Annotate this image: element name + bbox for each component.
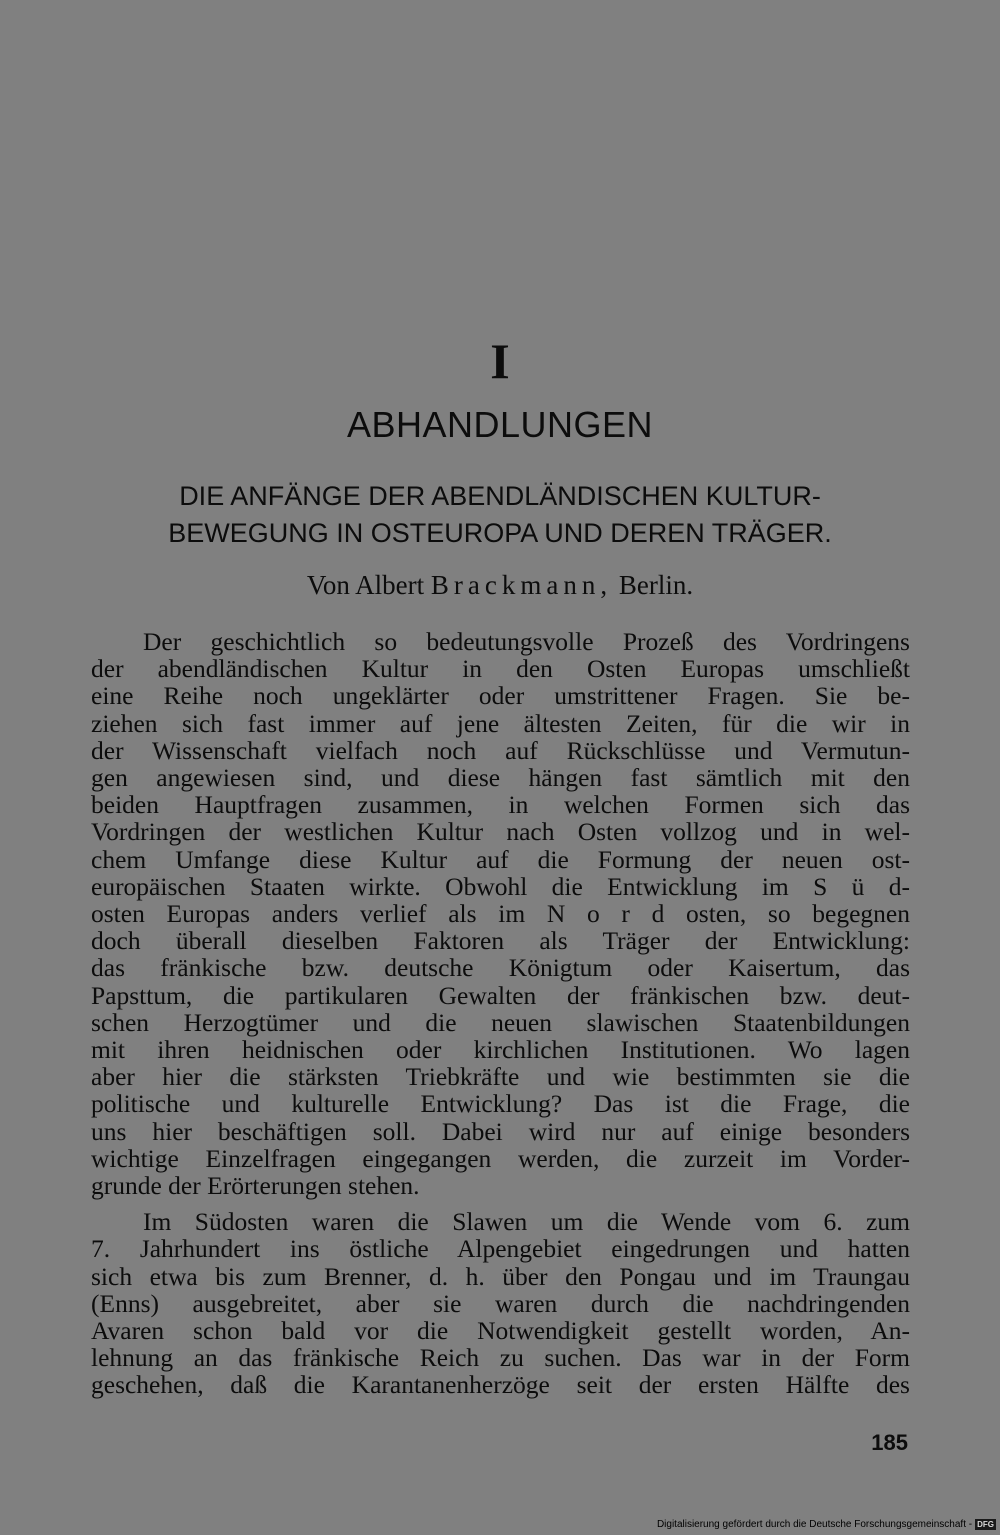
text-line: Der geschichtlich so bedeutungsvolle Prozeß des Vordringens [143,627,910,656]
article-title [100,478,900,552]
text-line: wichtige Einzelfragen eingegangen werden, die zurzeit im Vorder- [91,1143,910,1173]
text-line: sich etwa bis zum Brenner, d. h. über den Pongau und im Traungau [91,1261,910,1291]
text-line: der abendländischen Kultur in den Osten Europas umschließt [91,654,910,684]
text-line: chem Umfange diese Kultur auf die Formung der neuen ost- [91,844,910,874]
text-line: doch überall dieselben Faktoren als Träger der Entwicklung: [91,926,910,956]
text-line: Vordringen der westlichen Kultur nach Osten vollzog und in wel- [91,817,910,847]
section-title: ABHANDLUNGEN [346,404,654,445]
text-line: Im Südosten waren die Slawen um die Wende vom 6. zum [143,1207,910,1237]
text-line: Papsttum, die partikularen Gewalten der fränkischen bzw. deut- [91,980,910,1010]
text-line: lehnung an das fränkische Reich zu suchen. Das war in der Form [91,1343,910,1373]
text-line: grunde der Erörterungen stehen. [91,1171,420,1201]
paragraph [91,628,910,1199]
text-line: europäischen Staaten wirkte. Obwohl die Entwicklung im S ü d- [91,871,910,901]
digitization-footer [657,1518,996,1531]
text-line: schen Herzogtümer und die neuen slawischen Staatenbildungen [91,1007,910,1037]
text-line: uns hier beschäftigen soll. Dabei wird nur auf einige besonders [91,1116,910,1146]
author-prefix: Von Albert [306,570,425,600]
author-place: Berlin. [618,570,694,600]
text-line: 7. Jahrhundert ins östliche Alpengebiet eingedrungen und hatten [91,1234,910,1264]
footer-text: Digitalisierung gefördert durch die Deutsche Forschungsgemeinschaft - [656,1519,973,1530]
paragraph [91,1208,910,1398]
author-line [0,567,1000,603]
article-title-line: BEWEGUNG IN OSTEUROPA UND DEREN TRÄGER. [168,518,832,548]
text-line: aber hier die stärksten Triebkräfte und wie bestimmten sie die [91,1062,910,1092]
text-line: ziehen sich fast immer auf jene ältesten Zeiten, für die wir in [91,708,910,738]
dfg-logo-icon: DFG [977,1520,994,1529]
section-number: I [490,333,510,389]
text-line: eine Reihe noch ungeklärter oder umstrittener Fragen. Sie be- [91,681,910,711]
text-line: mit ihren heidnischen oder kirchlichen Institutionen. Wo lagen [91,1035,910,1065]
body-text [91,628,910,1399]
text-line: beiden Hauptfragen zusammen, in welchen Formen sich das [91,790,910,820]
article-title-line: DIE ANFÄNGE DER ABENDLÄNDISCHEN KULTUR- [179,481,821,511]
text-line: politische und kulturelle Entwicklung? Das ist die Frage, die [91,1089,910,1119]
text-line: der Wissenschaft vielfach noch auf Rückschlüsse und Vermutun- [91,735,910,765]
page-number: 185 [871,1430,908,1455]
text-line: geschehen, daß die Karantanenherzöge seit der ersten Hälfte des [91,1370,910,1400]
text-line: osten Europas anders verlief als im N o r d osten, so begegnen [91,899,910,929]
text-line: gen angewiesen sind, und diese hängen fast sämtlich mit den [91,763,910,793]
text-line: (Enns) ausgebreitet, aber sie waren durch die nachdringenden [91,1288,910,1318]
text-line: Avaren schon bald vor die Notwendigkeit gestellt worden, An- [91,1316,910,1346]
author-surname: Brackmann, [430,570,613,600]
text-line: das fränkische bzw. deutsche Königtum oder Kaisertum, das [91,953,910,983]
